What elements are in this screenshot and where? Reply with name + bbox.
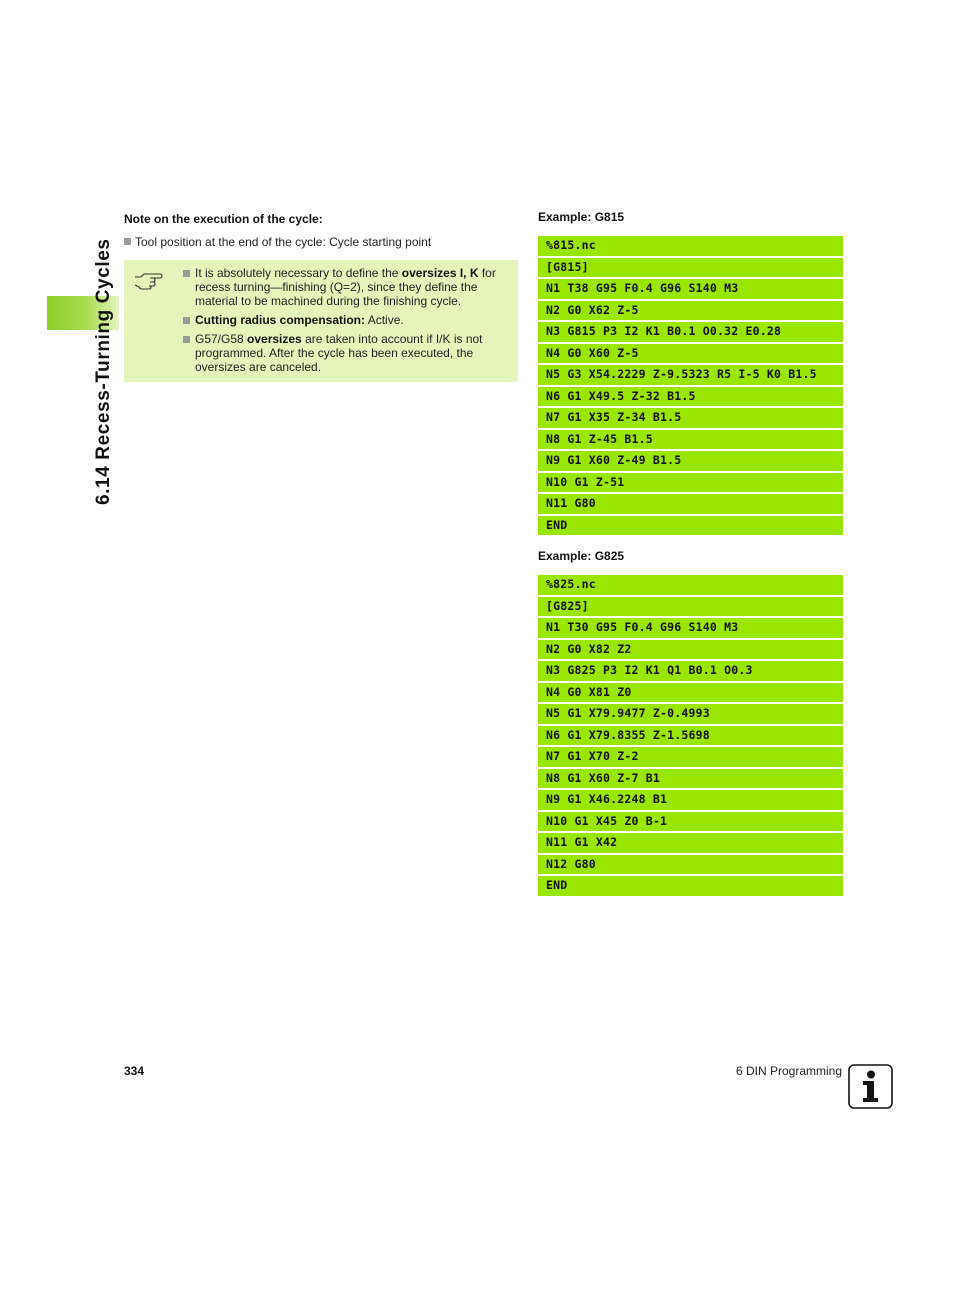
note-item-text: It is absolutely necessary to define the bbox=[195, 266, 402, 280]
code-line: N8 G1 Z-45 B1.5 bbox=[538, 430, 843, 450]
code-line: N6 G1 X79.8355 Z-1.5698 bbox=[538, 726, 843, 746]
code-line: N5 G3 X54.2229 Z-9.5323 R5 I-5 K0 B1.5 bbox=[538, 365, 843, 385]
section-title: 6.14 Recess-Turning Cycles bbox=[93, 238, 114, 505]
code-line: N12 G80 bbox=[538, 855, 843, 875]
code-line: [G825] bbox=[538, 597, 843, 617]
example-g825-label: Example: G825 bbox=[538, 549, 625, 563]
code-line: N3 G825 P3 I2 K1 Q1 B0.1 O0.3 bbox=[538, 661, 843, 681]
code-line: %815.nc bbox=[538, 236, 843, 256]
code-line: N8 G1 X60 Z-7 B1 bbox=[538, 769, 843, 789]
code-line: N6 G1 X49.5 Z-32 B1.5 bbox=[538, 387, 843, 407]
note-items bbox=[183, 266, 508, 379]
note-bullet bbox=[124, 235, 431, 250]
note-item-text: Active. bbox=[365, 313, 404, 327]
code-line: N10 G1 X45 Z0 B-1 bbox=[538, 812, 843, 832]
example-g815-code bbox=[538, 236, 843, 537]
pointing-hand-icon bbox=[133, 268, 163, 290]
code-line: N1 T30 G95 F0.4 G96 S140 M3 bbox=[538, 618, 843, 638]
code-line: N7 G1 X70 Z-2 bbox=[538, 747, 843, 767]
code-line: END bbox=[538, 876, 843, 896]
code-line: N2 G0 X82 Z2 bbox=[538, 640, 843, 660]
code-line: N7 G1 X35 Z-34 B1.5 bbox=[538, 408, 843, 428]
code-line: N11 G1 X42 bbox=[538, 833, 843, 853]
code-line: N9 G1 X60 Z-49 B1.5 bbox=[538, 451, 843, 471]
note-item-text: G57/G58 bbox=[195, 332, 248, 346]
note-heading: Note on the execution of the cycle: bbox=[124, 212, 323, 226]
code-line: N1 T38 G95 F0.4 G96 S140 M3 bbox=[538, 279, 843, 299]
code-line: N10 G1 Z-51 bbox=[538, 473, 843, 493]
code-line: N4 G0 X60 Z-5 bbox=[538, 344, 843, 364]
code-line: N11 G80 bbox=[538, 494, 843, 514]
note-item-bold: oversizes I, K bbox=[401, 266, 479, 280]
code-line: N4 G0 X81 Z0 bbox=[538, 683, 843, 703]
code-line: END bbox=[538, 516, 843, 536]
code-line: N2 G0 X62 Z-5 bbox=[538, 301, 843, 321]
code-line: %825.nc bbox=[538, 575, 843, 595]
bullet-square-icon bbox=[183, 317, 190, 324]
page-number: 334 bbox=[124, 1064, 145, 1078]
bullet-square-icon bbox=[183, 270, 190, 277]
note-item-2 bbox=[183, 313, 508, 327]
code-line: N9 G1 X46.2248 B1 bbox=[538, 790, 843, 810]
note-item-bold: oversizes bbox=[247, 332, 302, 346]
code-line: N3 G815 P3 I2 K1 B0.1 O0.32 E0.28 bbox=[538, 322, 843, 342]
note-item-3 bbox=[183, 332, 508, 374]
note-item-1 bbox=[183, 266, 508, 308]
bullet-square-icon bbox=[183, 336, 190, 343]
example-g815-label: Example: G815 bbox=[538, 210, 625, 224]
note-item-bold: Cutting radius compensation: bbox=[195, 313, 366, 327]
example-g825-code bbox=[538, 575, 843, 898]
info-icon[interactable] bbox=[848, 1064, 893, 1109]
code-line: [G815] bbox=[538, 258, 843, 278]
bullet-square-icon bbox=[124, 238, 131, 245]
note-bullet-text: Tool position at the end of the cycle: Cycle starting point bbox=[135, 235, 432, 249]
note-box bbox=[124, 260, 518, 382]
note-item-text: are taken into account if I/K is not programmed. After the cycle has been executed, the oversizes are canceled. bbox=[195, 332, 483, 374]
note-item-text: for recess turning—finishing (Q=2), since they define the material to be machined during the finishing cycle. bbox=[195, 266, 496, 308]
code-line: N5 G1 X79.9477 Z-0.4993 bbox=[538, 704, 843, 724]
chapter-label: 6 DIN Programming bbox=[735, 1064, 842, 1078]
